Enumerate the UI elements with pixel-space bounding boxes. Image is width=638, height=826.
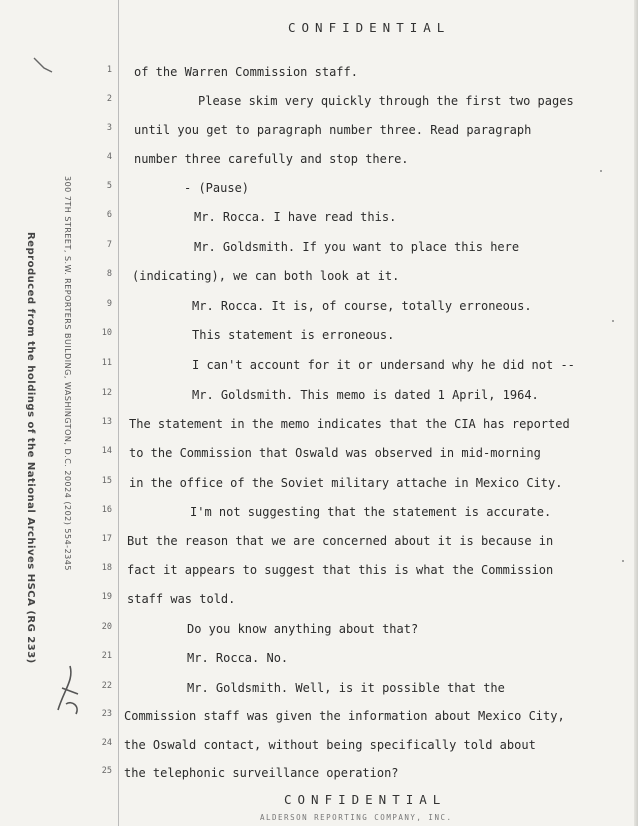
transcript-line: Mr. Rocca. No.	[187, 651, 289, 665]
line-number: 14	[101, 446, 112, 456]
transcript-line: the telephonic surveillance operation?	[124, 766, 399, 780]
transcript-line: Commission staff was given the information about Mexico City,	[124, 709, 565, 723]
transcript-line: staff was told.	[127, 592, 236, 606]
header-confidential: CONFIDENTIAL	[288, 20, 451, 35]
line-number: 23	[101, 709, 112, 719]
line-number: 4	[106, 152, 112, 162]
line-number: 20	[101, 622, 112, 632]
transcript-line: Do you know anything about that?	[187, 622, 419, 636]
line-number: 3	[106, 123, 112, 133]
transcript-line: number three carefully and stop there.	[134, 152, 409, 166]
reporter-address: 300 7TH STREET, S.W. REPORTERS BUILDING, WASHINGTON, D.C. 20024 (202) 554-2345	[63, 176, 72, 571]
transcript-line: (indicating), we can both look at it.	[132, 269, 400, 283]
transcript-line: in the office of the Soviet military attache in Mexico City.	[129, 476, 563, 490]
line-number: 25	[101, 766, 112, 776]
line-number: 6	[106, 210, 112, 220]
speck	[622, 560, 624, 562]
handwritten-mark	[52, 660, 86, 720]
line-number: 24	[101, 738, 112, 748]
transcript-line: The statement in the memo indicates that the CIA has reported	[129, 417, 570, 431]
transcript-line: But the reason that we are concerned about it is because in	[127, 534, 554, 548]
transcript-line: Mr. Rocca. I have read this.	[194, 210, 397, 224]
transcript-line: the Oswald contact, without being specifically told about	[124, 738, 536, 752]
transcript-line: until you get to paragraph number three. Read paragraph	[134, 123, 532, 137]
line-number: 1	[106, 65, 112, 75]
transcript-line: fact it appears to suggest that this is what the Commission	[127, 563, 554, 577]
line-number: 22	[101, 681, 112, 691]
transcript-line: Mr. Goldsmith. If you want to place this here	[194, 240, 520, 254]
line-number: 17	[101, 534, 112, 544]
margin-rule	[118, 0, 119, 826]
transcript-line: Mr. Goldsmith. Well, is it possible that the	[187, 681, 505, 695]
transcript-line: Mr. Rocca. It is, of course, totally erroneous.	[192, 299, 532, 313]
line-number: 18	[101, 563, 112, 573]
transcript-line: - (Pause)	[184, 181, 250, 195]
line-number: 12	[101, 388, 112, 398]
transcript-line: I can't account for it or undersand why he did not --	[192, 358, 575, 372]
transcript-line: I'm not suggesting that the statement is accurate.	[190, 505, 552, 519]
transcript-line: Please skim very quickly through the first two pages	[198, 94, 574, 108]
speck	[600, 170, 602, 172]
line-number: 13	[101, 417, 112, 427]
line-number: 15	[101, 476, 112, 486]
page-edge-shadow	[634, 0, 638, 826]
transcript-line: Mr. Goldsmith. This memo is dated 1 April, 1964.	[192, 388, 539, 402]
margin-tick-mark	[32, 56, 54, 76]
line-number: 9	[106, 299, 112, 309]
line-number: 7	[106, 240, 112, 250]
line-number: 11	[101, 358, 112, 368]
line-number: 5	[106, 181, 112, 191]
transcript-line: to the Commission that Oswald was observed in mid-morning	[129, 446, 541, 460]
line-number: 19	[101, 592, 112, 602]
reporting-company: ALDERSON REPORTING COMPANY, INC.	[260, 813, 453, 822]
line-number: 8	[106, 269, 112, 279]
footer-confidential: CONFIDENTIAL	[284, 792, 447, 807]
transcript-line: of the Warren Commission staff.	[134, 65, 358, 79]
transcript-line: This statement is erroneous.	[192, 328, 395, 342]
archive-stamp: Reproduced from the holdings of the National Archives HSCA (RG 233)	[25, 232, 36, 664]
line-number: 16	[101, 505, 112, 515]
line-number: 10	[101, 328, 112, 338]
speck	[612, 320, 614, 322]
line-number: 21	[101, 651, 112, 661]
line-number: 2	[106, 94, 112, 104]
